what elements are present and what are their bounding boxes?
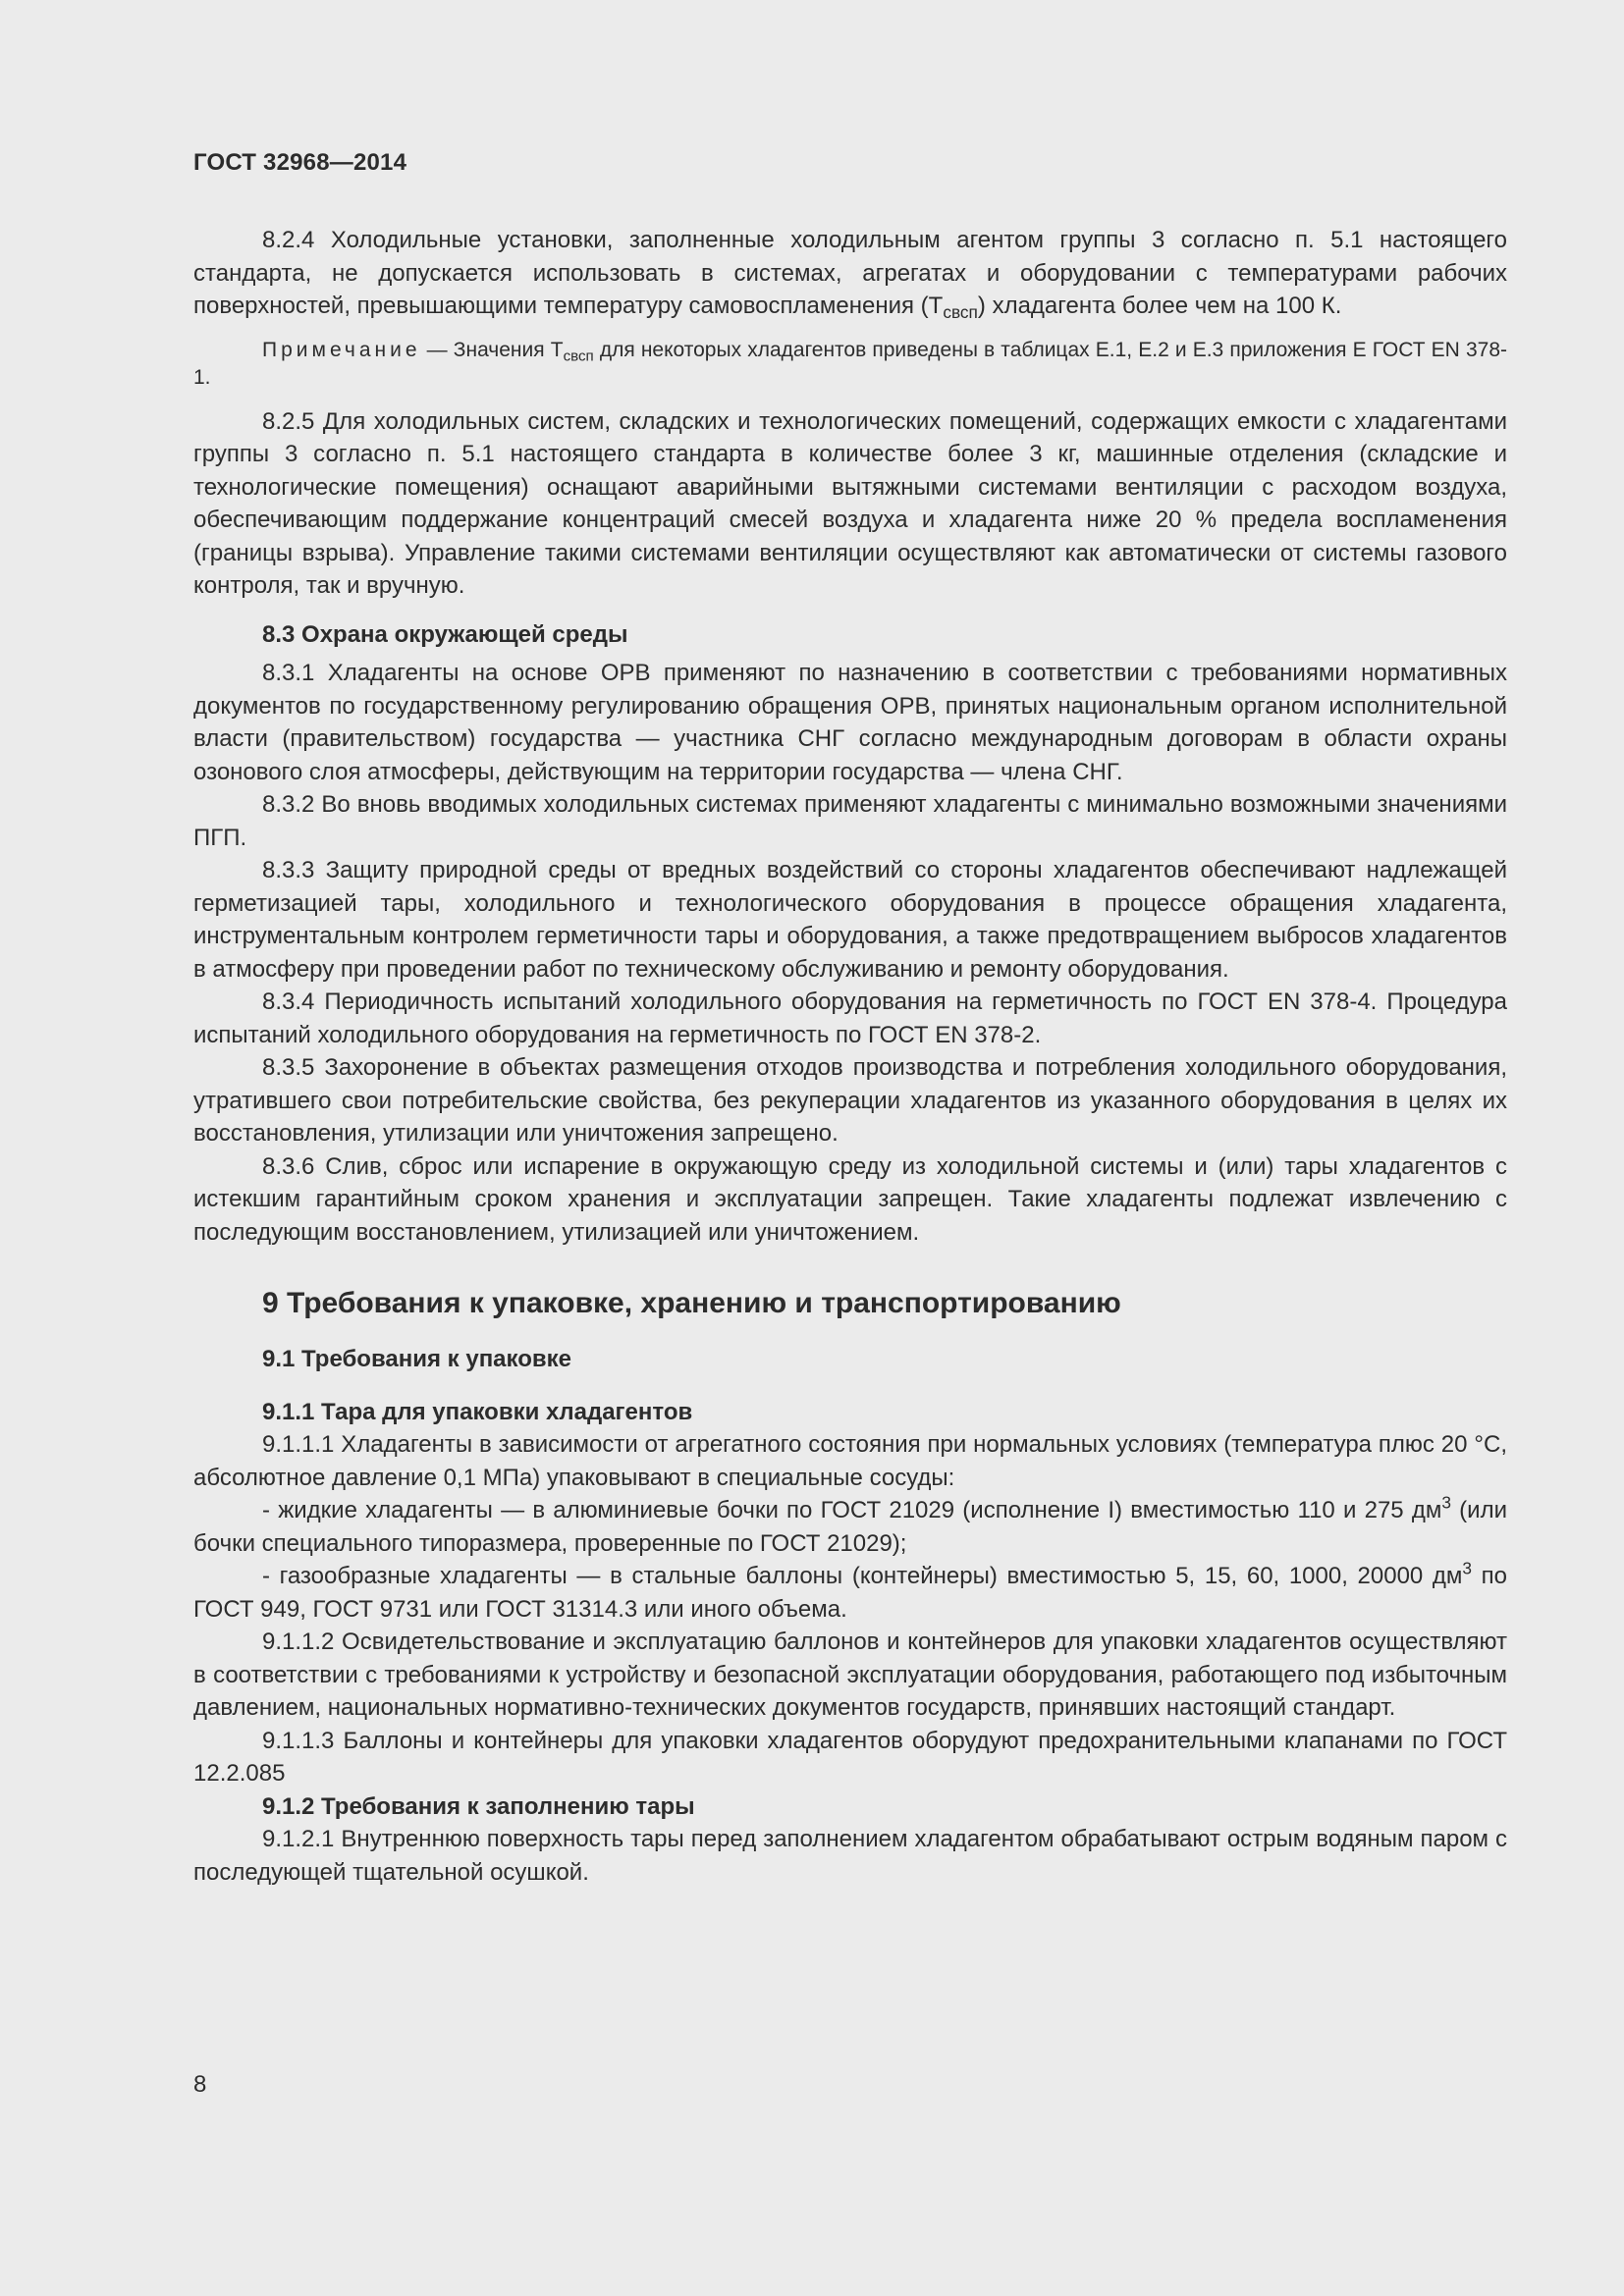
paragraph-9-1-1-2: 9.1.1.2 Освидетельствование и эксплуатацию баллонов и контейнеров для упаковки хладагентов осуществляют в соответствии с требованиями к устройству и безопасной эксплуатации оборудования, работающего под избыточным давлением, национальных нормативно-технических документов государств, принявших настоящий стандарт. bbox=[193, 1629, 1507, 1721]
superscript: 3 bbox=[1441, 1492, 1451, 1513]
paragraph-8-3-6: 8.3.6 Слив, сброс или испарение в окружающую среду из холодильной системы и (или) тары хладагентов с истекшим гарантийным сроком хранения и эксплуатации запрещен. Такие хладагенты подлежат извлечению с последующим восстановлением, утилизацией или уничтожением. bbox=[193, 1152, 1507, 1246]
paragraph-9-1-1-1: 9.1.1.1 Хладагенты в зависимости от агрегатного состояния при нормальных условиях (температура плюс 20 °С, абсолютное давление 0,1 МПа) упаковывают в специальные сосуды: bbox=[193, 1431, 1507, 1491]
text-run: 8.2.4 Холодильные установки, заполненные холодильным агентом группы 3 согласно п. 5.1 настоящего стандарта, не допускается использовать в системах, агрегатах и оборудовании с температурами рабочих поверхностей, превышающими температуру самовоспламенения (Т bbox=[193, 227, 1507, 319]
paragraph-8-2-5: 8.2.5 Для холодильных систем, складских и технологических помещений, содержащих емкости с хладагентами группы 3 согласно п. 5.1 настоящего стандарта в количестве более 3 кг, машинные отделения (складские и технологические помещения) оснащают аварийными вытяжными системами вентиляции с расходом воздуха, обеспечивающим поддержание концентраций смесей воздуха и хладагента ниже 20 % предела воспламенения (границы взрыва). Управление такими системами вентиляции осуществляют как автоматически от системы газового контроля, так и вручную. bbox=[193, 407, 1507, 599]
paragraph-9-1-1-3: 9.1.1.3 Баллоны и контейнеры для упаковки хладагентов оборудуют предохранительными клапанами по ГОСТ 12.2.085 bbox=[193, 1727, 1507, 1787]
text-run: для некоторых хладагентов приведены в таблицах Е.1, Е.2 и Е.3 приложения Е ГОСТ EN 378-1. bbox=[193, 338, 1507, 389]
text-run: (или бочки специального типоразмера, проверенные по ГОСТ 21029); bbox=[193, 1497, 1507, 1557]
note-paragraph bbox=[193, 337, 1507, 392]
heading-section-9: 9 Требования к упаковке, хранению и транспортированию bbox=[262, 1287, 1121, 1319]
note-label: Примечание bbox=[262, 338, 421, 361]
heading-9-1-2: 9.1.2 Требования к заполнению тары bbox=[262, 1792, 695, 1820]
paragraph-9-1-2-1: 9.1.2.1 Внутреннюю поверхность тары перед заполнением хладагентом обрабатывают острым водяным паром с последующей тщательной осушкой. bbox=[193, 1826, 1507, 1886]
paragraph-8-3-4: 8.3.4 Периодичность испытаний холодильного оборудования на герметичность по ГОСТ EN 378-4. Процедура испытаний холодильного оборудования на герметичность по ГОСТ EN 378-2. bbox=[193, 988, 1507, 1048]
heading-9-1: 9.1 Требования к упаковке bbox=[262, 1346, 571, 1372]
text-run: ) хладагента более чем на 100 К. bbox=[977, 293, 1342, 319]
heading-9-1-1: 9.1.1 Тара для упаковки хладагентов bbox=[262, 1398, 693, 1425]
subscript: свсп bbox=[943, 302, 978, 323]
text-run: - газообразные хладагенты — в стальные баллоны (контейнеры) вместимостью 5, 15, 60, 1000, 20000 дм bbox=[262, 1563, 1463, 1589]
heading-8-3: 8.3 Охрана окружающей среды bbox=[262, 620, 628, 648]
list-item-gas bbox=[193, 1560, 1507, 1626]
paragraph-8-2-4 bbox=[193, 224, 1507, 323]
paragraph-8-3-1: 8.3.1 Хладагенты на основе ОРВ применяют по назначению в соответствии с требованиями нормативных документов по государственному регулированию обращения ОРВ, принятых национальным органом исполнительной власти (правительством) государства — участника СНГ согласно международным договорам в области охраны озонового слоя атмосферы, действующим на территории государства — члена СНГ. bbox=[193, 660, 1507, 785]
superscript: 3 bbox=[1462, 1558, 1473, 1578]
document-code-header: ГОСТ 32968—2014 bbox=[193, 149, 407, 176]
subscript: свсп bbox=[563, 347, 594, 365]
paragraph-8-3-2: 8.3.2 Во вновь вводимых холодильных системах применяют хладагенты с минимально возможными значениями ПГП. bbox=[193, 791, 1507, 851]
page-number: 8 bbox=[193, 2071, 207, 2098]
paragraph-8-3-3: 8.3.3 Защиту природной среды от вредных воздействий со стороны хладагентов обеспечивают надлежащей герметизацией тары, холодильного и технологического оборудования в процессе обращения хладагента, инструментальным контролем герметичности тары и оборудования, а также предотвращением выбросов хладагентов в атмосферу при проведении работ по техническому обслуживанию и ремонту оборудования. bbox=[193, 857, 1507, 983]
list-item-liquid bbox=[193, 1494, 1507, 1560]
text-run: по ГОСТ 949, ГОСТ 9731 или ГОСТ 31314.3 или иного объема. bbox=[193, 1563, 1508, 1623]
text-run: — Значения Т bbox=[420, 338, 564, 361]
text-run: - жидкие хладагенты — в алюминиевые бочки по ГОСТ 21029 (исполнение I) вместимостью 110 и 275 дм bbox=[262, 1497, 1442, 1523]
page-content bbox=[193, 224, 1507, 1889]
paragraph-8-3-5: 8.3.5 Захоронение в объектах размещения отходов производства и потребления холодильного оборудования, утратившего свои потребительские свойства, без рекуперации хладагентов из указанного оборудования в целях их восстановления, утилизации или уничтожения запрещено. bbox=[193, 1054, 1507, 1147]
